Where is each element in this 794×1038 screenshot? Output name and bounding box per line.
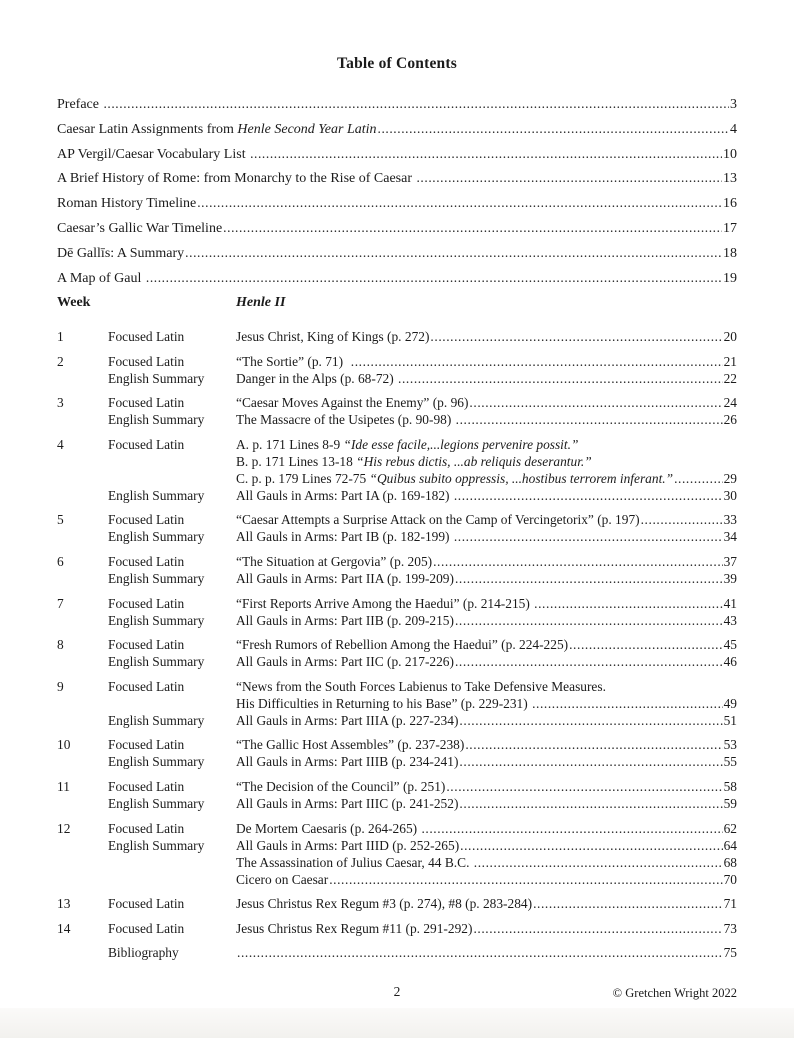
- schedule-row: [57, 871, 737, 888]
- schedule-row: [57, 895, 737, 912]
- dot-leader: [250, 146, 722, 163]
- schedule-row: [57, 453, 737, 470]
- entry-title-cell: [236, 871, 737, 888]
- row-type-label: Focused Latin: [108, 678, 185, 694]
- entry-title-cell: [236, 436, 737, 453]
- dot-leader: [416, 170, 722, 187]
- entry-title: “Fresh Rumors of Rebellion Among the Haedui” (p. 224-225): [236, 637, 569, 653]
- dot-leader: [329, 871, 722, 888]
- dot-leader: [674, 470, 723, 487]
- toc-entry: [57, 220, 737, 245]
- entry-page-number: 43: [723, 612, 737, 628]
- week-number: 6: [57, 553, 64, 569]
- entry-title-cell: [236, 528, 737, 545]
- entry-title-cell: [236, 487, 737, 504]
- week-group: [57, 595, 737, 629]
- dot-leader: [454, 528, 723, 545]
- entry-title-cell: [236, 837, 737, 854]
- week-number: 7: [57, 595, 64, 611]
- entry-title-cell: [236, 695, 737, 712]
- entry-page-number: 71: [723, 896, 737, 912]
- row-type-label: English Summary: [108, 529, 205, 545]
- week-number: 1: [57, 328, 64, 344]
- dot-leader: [455, 612, 723, 629]
- row-type-label: English Summary: [108, 487, 205, 503]
- dot-leader: [455, 570, 723, 587]
- week-group: [57, 736, 737, 770]
- entry-title: Caesar’s Gallic War Timeline: [57, 220, 223, 236]
- entry-title-cell: [236, 678, 737, 695]
- entry-title-cell: [236, 411, 737, 428]
- dot-leader: [351, 353, 723, 370]
- entry-title-cell: [57, 146, 737, 163]
- dot-leader: [459, 712, 722, 729]
- entry-title: “News from the South Forces Labienus to Take Defensive Measures.: [236, 678, 606, 694]
- schedule-row: [57, 778, 737, 795]
- schedule-row: [57, 487, 737, 504]
- entry-page-number: 58: [723, 778, 737, 794]
- entry-title-cell: [236, 595, 737, 612]
- entry-page-number: 49: [723, 695, 737, 711]
- entry-title-italic: “His rebus dictis, ...ab reliquis deserantur.”: [356, 453, 592, 469]
- page-title: Table of Contents: [337, 55, 457, 72]
- dot-leader: [455, 653, 723, 670]
- entry-title-italic: “Ide esse facile,...legions pervenire possit.”: [343, 436, 579, 452]
- entry-title: Preface: [57, 97, 103, 112]
- entry-title: All Gauls in Arms: Part IIID (p. 252-265): [236, 837, 460, 853]
- entry-page-number: 46: [723, 654, 737, 670]
- schedule-header-book: Henle II: [236, 295, 286, 311]
- dot-leader: [421, 820, 722, 837]
- entry-title-cell: [236, 820, 737, 837]
- entry-title-italic: “Quibus subito oppressis, ...hostibus terrorem inferant.”: [369, 470, 674, 486]
- week-number: 13: [57, 896, 71, 912]
- week-number: 9: [57, 678, 64, 694]
- page-bottom-edge: [0, 1008, 794, 1038]
- dot-leader: [378, 121, 729, 138]
- entry-title-cell: [57, 96, 737, 113]
- entry-page-number: 20: [723, 328, 737, 344]
- entry-page-number: 34: [723, 529, 737, 545]
- row-type-label: English Summary: [108, 754, 205, 770]
- week-group: [57, 820, 737, 888]
- entry-title-cell: [236, 944, 737, 961]
- schedule-row: [57, 328, 737, 345]
- entry-page-number: 4: [730, 121, 737, 137]
- dot-leader: [533, 895, 723, 912]
- entry-title-cell: [236, 736, 737, 753]
- week-number: 11: [57, 778, 70, 794]
- entry-title-cell: [236, 328, 737, 345]
- dot-leader: [433, 553, 723, 570]
- entry-title-cell: [236, 511, 737, 528]
- week-group: [57, 394, 737, 428]
- entry-title-cell: [236, 570, 737, 587]
- entry-title-cell: [236, 712, 737, 729]
- row-type-label: Focused Latin: [108, 896, 185, 912]
- row-type-label: Bibliography: [108, 945, 179, 961]
- row-type-label: Focused Latin: [108, 737, 185, 753]
- entry-page-number: 30: [723, 487, 737, 503]
- entry-title-cell: [57, 245, 737, 262]
- row-type-label: Focused Latin: [108, 637, 185, 653]
- dot-leader: [474, 854, 723, 871]
- entry-page-number: 70: [723, 871, 737, 887]
- dot-leader: [237, 944, 723, 961]
- entry-title: Caesar Latin Assignments from: [57, 121, 238, 137]
- entry-title: “The Sortie” (p. 71): [236, 353, 350, 369]
- entry-page-number: 45: [723, 637, 737, 653]
- toc-entry: [57, 170, 737, 195]
- entry-title: All Gauls in Arms: Part IA (p. 169-182): [236, 487, 453, 503]
- schedule-header-row: [57, 295, 737, 320]
- dot-leader: [185, 245, 722, 262]
- schedule-header-week: Week: [57, 295, 91, 311]
- entry-page-number: 21: [723, 353, 737, 369]
- entry-title-cell: [236, 778, 737, 795]
- dot-leader: [469, 394, 722, 411]
- entry-title: A Map of Gaul: [57, 270, 145, 286]
- entry-page-number: 75: [723, 945, 737, 961]
- entry-title: Jesus Christ, King of Kings (p. 272): [236, 328, 430, 344]
- schedule-row: [57, 736, 737, 753]
- week-group: [57, 511, 737, 545]
- footer-page-number: 2: [393, 984, 401, 999]
- week-number: 12: [57, 820, 71, 836]
- entry-title: B. p. 171 Lines 13-18: [236, 453, 357, 469]
- schedule-row: [57, 612, 737, 629]
- entry-page-number: 53: [723, 737, 737, 753]
- entry-page-number: 55: [723, 754, 737, 770]
- toc-entry: [57, 270, 737, 295]
- entry-title: All Gauls in Arms: Part IB (p. 182-199): [236, 529, 453, 545]
- entry-page-number: 51: [723, 712, 737, 728]
- dot-leader: [430, 328, 722, 345]
- schedule-row: [57, 820, 737, 837]
- dot-leader: [454, 487, 723, 504]
- entry-title: All Gauls in Arms: Part IIA (p. 199-209): [236, 570, 454, 586]
- entry-page-number: 13: [723, 171, 737, 187]
- dot-leader: [473, 920, 722, 937]
- row-type-label: English Summary: [108, 712, 205, 728]
- entry-title-cell: [57, 170, 737, 187]
- entry-title-cell: [236, 753, 737, 770]
- entry-title: All Gauls in Arms: Part IIB (p. 209-215): [236, 612, 454, 628]
- dot-leader: [534, 595, 722, 612]
- dot-leader: [532, 695, 723, 712]
- row-type-label: Focused Latin: [108, 595, 185, 611]
- week-group: [57, 678, 737, 729]
- entry-title: “The Gallic Host Assembles” (p. 237-238): [236, 737, 465, 753]
- entry-title: “The Situation at Gergovia” (p. 205): [236, 553, 433, 569]
- dot-leader: [146, 270, 722, 287]
- row-type-label: Focused Latin: [108, 436, 185, 452]
- row-type-label: Focused Latin: [108, 820, 185, 836]
- entry-title-cell: [236, 353, 737, 370]
- toc-entry: [57, 195, 737, 220]
- week-group: [57, 436, 737, 504]
- dot-leader: [223, 220, 722, 237]
- page-content: [57, 0, 737, 961]
- entry-title-cell: [236, 920, 737, 937]
- schedule-row: [57, 528, 737, 545]
- entry-page-number: 41: [723, 595, 737, 611]
- footer-copyright: © Gretchen Wright 2022: [612, 986, 737, 1000]
- row-type-label: English Summary: [108, 570, 205, 586]
- entry-page-number: 37: [723, 553, 737, 569]
- entry-page-number: 19: [723, 270, 737, 286]
- entry-title: All Gauls in Arms: Part IIIA (p. 227-234): [236, 712, 459, 728]
- row-type-label: Focused Latin: [108, 328, 185, 344]
- entry-title: De Mortem Caesaris (p. 264-265): [236, 820, 421, 836]
- row-type-label: English Summary: [108, 370, 205, 386]
- entry-page-number: 64: [723, 837, 737, 853]
- dot-leader: [456, 411, 723, 428]
- entry-title: Cicero on Caesar: [236, 871, 329, 887]
- entry-title: All Gauls in Arms: Part IIIB (p. 234-241): [236, 754, 459, 770]
- entry-title: “First Reports Arrive Among the Haedui” (p. 214-215): [236, 595, 534, 611]
- week-group: [57, 895, 737, 912]
- week-number: 4: [57, 436, 64, 452]
- entry-title: Dē Gallīs: A Summary: [57, 245, 185, 261]
- toc-entry: [57, 146, 737, 171]
- entry-page-number: 22: [723, 370, 737, 386]
- schedule-row: [57, 837, 737, 854]
- schedule-row: [57, 944, 737, 961]
- front-matter-section: [57, 96, 737, 294]
- entry-title: “Caesar Attempts a Surprise Attack on the Camp of Vercingetorix” (p. 197): [236, 512, 640, 528]
- entry-title-cell: [236, 895, 737, 912]
- dot-leader: [446, 778, 722, 795]
- dot-leader: [569, 636, 723, 653]
- entry-page-number: 24: [723, 395, 737, 411]
- schedule-row: [57, 470, 737, 487]
- entry-page-number: 3: [730, 97, 737, 112]
- week-number: 2: [57, 353, 64, 369]
- entry-title: C. p. p. 179 Lines 72-75: [236, 470, 370, 486]
- entry-title-cell: [236, 636, 737, 653]
- schedule-section: [57, 328, 737, 961]
- entry-page-number: 26: [723, 412, 737, 428]
- entry-title: “Caesar Moves Against the Enemy” (p. 96): [236, 395, 469, 411]
- schedule-row: [57, 653, 737, 670]
- week-group: [57, 944, 737, 961]
- schedule-row: [57, 394, 737, 411]
- dot-leader: [103, 96, 729, 113]
- entry-title-cell: [57, 195, 737, 212]
- entry-title-cell: [236, 453, 737, 470]
- dot-leader: [641, 511, 723, 528]
- entry-page-number: 33: [723, 512, 737, 528]
- week-group: [57, 353, 737, 387]
- entry-title: AP Vergil/Caesar Vocabulary List: [57, 146, 250, 162]
- entry-title-cell: [57, 270, 737, 287]
- entry-page-number: 62: [723, 820, 737, 836]
- entry-page-number: 18: [723, 245, 737, 261]
- entry-title-italic: Henle Second Year Latin: [237, 121, 377, 137]
- schedule-row: [57, 636, 737, 653]
- entry-page-number: 10: [723, 146, 737, 162]
- entry-title: Danger in the Alps (p. 68-72): [236, 370, 398, 386]
- schedule-row: [57, 370, 737, 387]
- dot-leader: [459, 795, 722, 812]
- entry-title: A. p. 171 Lines 8-9: [236, 436, 344, 452]
- week-group: [57, 328, 737, 345]
- schedule-row: [57, 511, 737, 528]
- entry-page-number: 39: [723, 570, 737, 586]
- schedule-row: [57, 353, 737, 370]
- entry-title: The Massacre of the Usipetes (p. 90-98): [236, 412, 455, 428]
- row-type-label: English Summary: [108, 612, 205, 628]
- entry-title-cell: [236, 553, 737, 570]
- entry-page-number: 17: [723, 220, 737, 236]
- row-type-label: English Summary: [108, 795, 205, 811]
- dot-leader: [465, 736, 722, 753]
- entry-title: Jesus Christus Rex Regum #3 (p. 274), #8 (p. 283-284): [236, 896, 533, 912]
- entry-title-cell: [236, 370, 737, 387]
- entry-title: “The Decision of the Council” (p. 251): [236, 778, 446, 794]
- entry-title: All Gauls in Arms: Part IIC (p. 217-226): [236, 654, 454, 670]
- entry-title: His Difficulties in Returning to his Base” (p. 229-231): [236, 695, 532, 711]
- entry-page-number: 68: [723, 854, 737, 870]
- week-number: 3: [57, 395, 64, 411]
- week-number: 10: [57, 737, 71, 753]
- entry-title: Jesus Christus Rex Regum #11 (p. 291-292): [236, 920, 473, 936]
- schedule-row: [57, 570, 737, 587]
- entry-title: All Gauls in Arms: Part IIIC (p. 241-252): [236, 795, 459, 811]
- entry-title-cell: [236, 854, 737, 871]
- entry-page-number: 29: [723, 470, 737, 486]
- entry-title-cell: [236, 653, 737, 670]
- row-type-label: English Summary: [108, 654, 205, 670]
- schedule-row: [57, 678, 737, 695]
- row-type-label: Focused Latin: [108, 778, 185, 794]
- schedule-row: [57, 595, 737, 612]
- toc-entry: [57, 96, 737, 121]
- row-type-label: Focused Latin: [108, 395, 185, 411]
- week-number: 14: [57, 920, 71, 936]
- entry-title-cell: [57, 220, 737, 237]
- week-group: [57, 778, 737, 812]
- week-group: [57, 920, 737, 937]
- entry-page-number: 59: [723, 795, 737, 811]
- dot-leader: [398, 370, 723, 387]
- week-group: [57, 636, 737, 670]
- entry-title-cell: [236, 795, 737, 812]
- dot-leader: [460, 837, 722, 854]
- schedule-row: [57, 436, 737, 453]
- week-number: 8: [57, 637, 64, 653]
- entry-page-number: 73: [723, 920, 737, 936]
- entry-title-cell: [236, 612, 737, 629]
- week-group: [57, 553, 737, 587]
- entry-page-number: 16: [723, 196, 737, 212]
- entry-title-cell: [57, 121, 737, 138]
- schedule-row: [57, 795, 737, 812]
- schedule-row: [57, 753, 737, 770]
- row-type-label: Focused Latin: [108, 553, 185, 569]
- row-type-label: English Summary: [108, 837, 205, 853]
- schedule-row: [57, 695, 737, 712]
- dot-leader: [197, 195, 722, 212]
- week-number: 5: [57, 512, 64, 528]
- schedule-row: [57, 854, 737, 871]
- entry-title-cell: [236, 470, 737, 487]
- schedule-row: [57, 553, 737, 570]
- dot-leader: [459, 753, 722, 770]
- schedule-row: [57, 920, 737, 937]
- entry-title-cell: [236, 394, 737, 411]
- toc-entry: [57, 245, 737, 270]
- row-type-label: Focused Latin: [108, 920, 185, 936]
- entry-title: A Brief History of Rome: from Monarchy to the Rise of Caesar: [57, 171, 416, 187]
- entry-title: Roman History Timeline: [57, 196, 197, 212]
- entry-title: The Assassination of Julius Caesar, 44 B.C.: [236, 854, 473, 870]
- toc-entry: [57, 121, 737, 146]
- row-type-label: English Summary: [108, 412, 205, 428]
- row-type-label: Focused Latin: [108, 353, 185, 369]
- row-type-label: Focused Latin: [108, 512, 185, 528]
- schedule-row: [57, 411, 737, 428]
- schedule-row: [57, 712, 737, 729]
